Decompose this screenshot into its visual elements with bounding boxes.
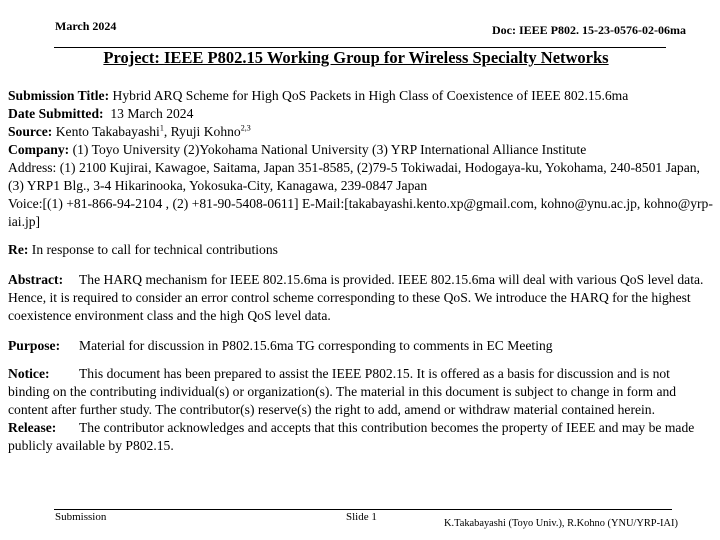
- address-line-2: (3) YRP1 Blg., 3-4 Hikarinooka, Yokosuka-City, Kanagawa, 239-0847 Japan: [8, 178, 428, 193]
- re-row: [8, 241, 713, 259]
- release-row: [8, 419, 713, 455]
- release-value: The contributor acknowledges and accepts that this contribution becomes the property of IEEE and may be made publicly available by P802.15.: [8, 420, 695, 453]
- notice-label: Notice:: [8, 366, 50, 381]
- document-body: [8, 87, 713, 455]
- contact-info: Voice:[(1) +81-866-94-2104 , (2) +81-90-5408-0611] E-Mail:[takabayashi.kento.xp@gmail.com, kohno@ynu.ac.jp, kohno@yrp-iai.jp]: [8, 196, 713, 229]
- date-submitted-row: [8, 105, 713, 123]
- footer-authors: K.Takabayashi (Toyo Univ.), R.Kohno (YNU/YRP-IAI): [444, 518, 678, 529]
- notice-row: [8, 365, 713, 419]
- company-row: [8, 141, 713, 159]
- source-row: [8, 123, 713, 141]
- release-label: Release:: [8, 420, 57, 435]
- submission-title-value: Hybrid ARQ Scheme for High QoS Packets in High Class of Coexistence of IEEE 802.15.6ma: [112, 88, 629, 103]
- document-title: Project: IEEE P802.15 Working Group for Wireless Specialty Networks: [103, 48, 609, 67]
- company-value: (1) Toyo University (2)Yokohama National University (3) YRP International Alliance Institute: [72, 142, 587, 157]
- source-author-2-affiliation: 2,3: [240, 123, 251, 133]
- purpose-value: Material for discussion in P802.15.6ma TG corresponding to comments in EC Meeting: [79, 338, 553, 353]
- source-separator: ,: [163, 124, 171, 139]
- abstract-value: The HARQ mechanism for IEEE 802.15.6ma is provided. IEEE 802.15.6ma will deal with various QoS level data. Hence, it is required to consider an error control scheme corresponding to these QoS. We introduce the HARQ for the highest coexistence environment class and the high QoS level data.: [8, 272, 704, 323]
- company-label: Company:: [8, 142, 70, 157]
- footer-slide-number: Slide 1: [346, 511, 377, 523]
- header-date: March 2024: [55, 19, 117, 33]
- footer-submission: Submission: [55, 511, 107, 523]
- address-line-1: Address: (1) 2100 Kujirai, Kawagoe, Saitama, Japan 351-8585, (2)79-5 Tokiwadai, Hodogaya-ku, Yokohama, 240-8501 Japan,: [8, 160, 700, 175]
- date-submitted-label: Date Submitted:: [8, 106, 104, 121]
- source-author-1: Kento Takabayashi: [55, 124, 160, 139]
- header-doc-id: Doc: IEEE P802. 15-23-0576-02-06ma: [492, 23, 686, 37]
- submission-title-label: Submission Title:: [8, 88, 110, 103]
- notice-value: This document has been prepared to assist the IEEE P802.15. It is offered as a basis for discussion and is not binding on the contributing individual(s) or organization(s). The material in this document is subject to change in form and content after further study. The contributor(s) reserve(s) the right to add, amend or withdraw material contained herein.: [8, 366, 677, 417]
- purpose-row: [8, 337, 713, 355]
- source-author-1-affiliation: 1: [159, 123, 164, 133]
- source-author-2: Ryuji Kohno: [170, 124, 241, 139]
- re-label: Re:: [8, 242, 29, 257]
- re-value: In response to call for technical contributions: [31, 242, 278, 257]
- submission-title-row: [8, 87, 713, 105]
- date-submitted-value: 13 March 2024: [110, 106, 194, 121]
- purpose-label: Purpose:: [8, 338, 61, 353]
- source-label: Source:: [8, 124, 53, 139]
- abstract-label: Abstract:: [8, 272, 64, 287]
- footer-rule: [54, 509, 672, 510]
- abstract-row: [8, 271, 713, 325]
